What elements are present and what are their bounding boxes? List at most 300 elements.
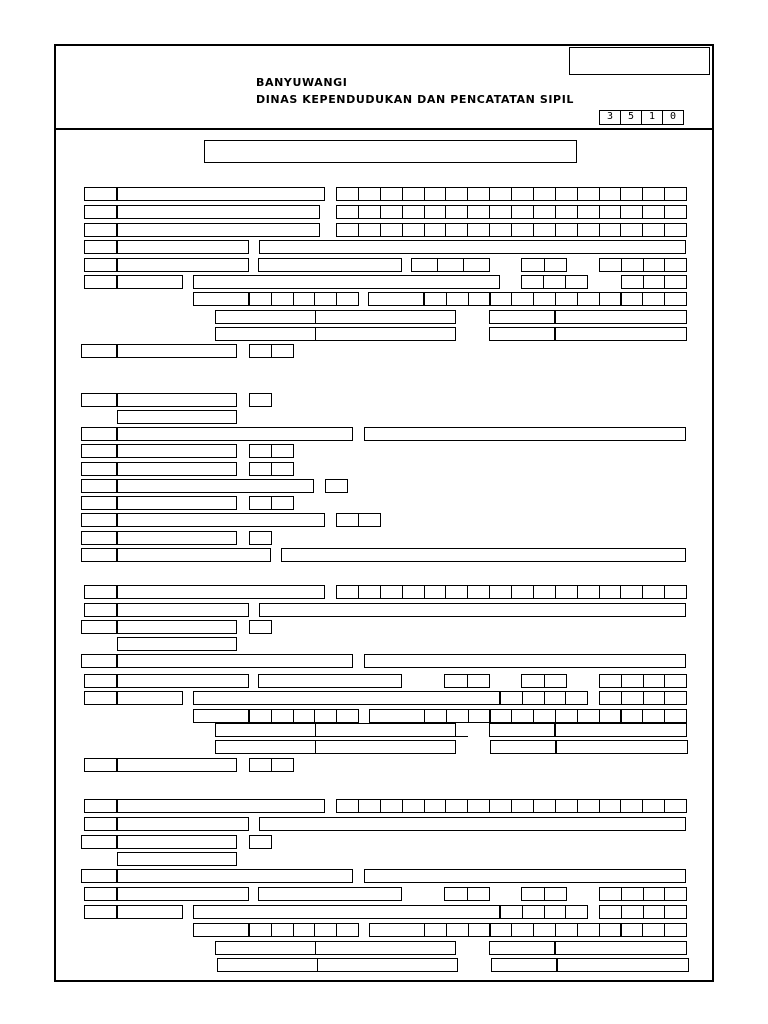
form-field[interactable]: [117, 258, 249, 272]
postal-cell[interactable]: [664, 258, 687, 272]
phone-cell[interactable]: [490, 923, 513, 937]
form-field[interactable]: [117, 240, 249, 254]
kk-number-cell[interactable]: [642, 187, 665, 201]
kk-number-cell[interactable]: [664, 187, 687, 201]
code-cell[interactable]: [271, 462, 294, 476]
form-field[interactable]: [369, 923, 425, 937]
code-cell[interactable]: [643, 275, 666, 289]
phone-cell[interactable]: [424, 923, 447, 937]
id-number-cell[interactable]: [620, 223, 643, 237]
field-label-box[interactable]: [81, 462, 117, 476]
id-number-cell[interactable]: [642, 799, 665, 813]
form-field[interactable]: [315, 310, 456, 324]
code-cell[interactable]: [522, 691, 545, 705]
form-field[interactable]: [117, 427, 353, 441]
code-cell[interactable]: [643, 691, 666, 705]
form-field[interactable]: [193, 292, 249, 306]
field-label-box[interactable]: [81, 444, 117, 458]
phone-cell[interactable]: [642, 709, 665, 723]
id-number-cell[interactable]: [511, 205, 534, 219]
id-number-cell[interactable]: [533, 585, 556, 599]
phone-cell[interactable]: [468, 292, 491, 306]
id-number-cell[interactable]: [358, 223, 381, 237]
code-cell[interactable]: [249, 835, 272, 849]
id-number-cell[interactable]: [577, 799, 600, 813]
field-label-box[interactable]: [84, 603, 117, 617]
form-field[interactable]: [193, 905, 500, 919]
id-number-cell[interactable]: [467, 799, 490, 813]
form-field[interactable]: [215, 740, 316, 754]
phone-cell[interactable]: [533, 923, 556, 937]
field-label-box[interactable]: [81, 620, 117, 634]
kk-number-cell[interactable]: [445, 187, 468, 201]
id-number-cell[interactable]: [336, 205, 359, 219]
id-number-cell[interactable]: [445, 205, 468, 219]
id-number-cell[interactable]: [467, 205, 490, 219]
postal-cell[interactable]: [621, 258, 644, 272]
form-number-box[interactable]: [569, 47, 710, 75]
phone-cell[interactable]: [621, 923, 644, 937]
code-cell[interactable]: [664, 905, 687, 919]
form-field[interactable]: [117, 603, 249, 617]
id-number-cell[interactable]: [533, 223, 556, 237]
code-cell[interactable]: [599, 691, 622, 705]
form-field[interactable]: [117, 275, 183, 289]
id-number-cell[interactable]: [642, 223, 665, 237]
phone-cell[interactable]: [424, 709, 447, 723]
phone-cell[interactable]: [599, 923, 622, 937]
form-field[interactable]: [117, 852, 237, 866]
id-number-cell[interactable]: [445, 223, 468, 237]
code-cell[interactable]: [336, 923, 359, 937]
phone-cell[interactable]: [642, 923, 665, 937]
code-cell[interactable]: [336, 513, 359, 527]
id-number-cell[interactable]: [489, 799, 512, 813]
rt-cell[interactable]: [437, 258, 464, 272]
code-cell[interactable]: [249, 758, 272, 772]
form-field[interactable]: [557, 958, 689, 972]
code-cell[interactable]: [467, 887, 491, 901]
code-cell[interactable]: [544, 691, 567, 705]
field-label-box[interactable]: [81, 513, 117, 527]
phone-cell[interactable]: [599, 709, 622, 723]
form-field[interactable]: [317, 958, 458, 972]
code-cell[interactable]: [543, 275, 566, 289]
rw-cell[interactable]: [521, 258, 545, 272]
code-cell[interactable]: [599, 674, 622, 688]
form-field[interactable]: [117, 496, 237, 510]
id-number-cell[interactable]: [555, 585, 578, 599]
form-field[interactable]: [556, 740, 688, 754]
id-number-cell[interactable]: [336, 585, 359, 599]
phone-cell[interactable]: [664, 709, 687, 723]
code-cell[interactable]: [664, 275, 687, 289]
id-number-cell[interactable]: [402, 223, 425, 237]
code-cell[interactable]: [444, 887, 468, 901]
field-label-box[interactable]: [84, 258, 117, 272]
form-field[interactable]: [258, 887, 402, 901]
phone-cell[interactable]: [555, 709, 578, 723]
code-cell[interactable]: [249, 462, 272, 476]
code-cell[interactable]: [325, 479, 348, 493]
code-cell[interactable]: [249, 531, 272, 545]
id-number-cell[interactable]: [445, 799, 468, 813]
code-cell[interactable]: [565, 905, 588, 919]
id-number-cell[interactable]: [511, 223, 534, 237]
kk-number-cell[interactable]: [402, 187, 425, 201]
id-number-cell[interactable]: [664, 205, 687, 219]
kk-number-cell[interactable]: [336, 187, 359, 201]
phone-cell[interactable]: [577, 292, 600, 306]
code-cell[interactable]: [358, 513, 381, 527]
form-field[interactable]: [364, 869, 686, 883]
form-field[interactable]: [215, 310, 316, 324]
field-label-box[interactable]: [81, 548, 117, 562]
code-cell[interactable]: [336, 292, 359, 306]
code-cell[interactable]: [271, 923, 294, 937]
code-cell[interactable]: [599, 887, 622, 901]
code-cell[interactable]: [271, 709, 294, 723]
form-field[interactable]: [364, 427, 686, 441]
phone-cell[interactable]: [446, 709, 469, 723]
code-cell[interactable]: [521, 887, 545, 901]
id-number-cell[interactable]: [489, 585, 512, 599]
field-label-box[interactable]: [84, 205, 117, 219]
id-number-cell[interactable]: [599, 205, 622, 219]
kk-number-cell[interactable]: [489, 187, 512, 201]
form-field[interactable]: [491, 958, 557, 972]
id-number-cell[interactable]: [424, 205, 447, 219]
form-field[interactable]: [259, 603, 686, 617]
code-cell[interactable]: [664, 887, 687, 901]
kk-number-cell[interactable]: [599, 187, 622, 201]
form-field[interactable]: [193, 709, 249, 723]
code-cell[interactable]: [444, 674, 468, 688]
rw-cell[interactable]: [544, 258, 568, 272]
id-number-cell[interactable]: [402, 205, 425, 219]
id-number-cell[interactable]: [599, 799, 622, 813]
code-cell[interactable]: [621, 275, 644, 289]
kk-number-cell[interactable]: [533, 187, 556, 201]
phone-cell[interactable]: [424, 292, 447, 306]
id-number-cell[interactable]: [533, 799, 556, 813]
form-field[interactable]: [117, 835, 237, 849]
form-field[interactable]: [490, 740, 556, 754]
code-cell[interactable]: [249, 344, 272, 358]
form-field[interactable]: [258, 674, 402, 688]
phone-cell[interactable]: [555, 292, 578, 306]
form-title-box[interactable]: [204, 140, 577, 163]
code-cell[interactable]: [249, 923, 272, 937]
postal-cell[interactable]: [599, 258, 622, 272]
kk-number-cell[interactable]: [555, 187, 578, 201]
form-field[interactable]: [368, 292, 424, 306]
form-field[interactable]: [117, 620, 237, 634]
rt-cell[interactable]: [411, 258, 438, 272]
id-number-cell[interactable]: [620, 205, 643, 219]
id-number-cell[interactable]: [664, 223, 687, 237]
code-cell[interactable]: [293, 923, 316, 937]
id-number-cell[interactable]: [511, 585, 534, 599]
code-cell[interactable]: [500, 691, 523, 705]
phone-cell[interactable]: [621, 292, 644, 306]
form-field[interactable]: [117, 462, 237, 476]
phone-cell[interactable]: [490, 709, 513, 723]
form-field[interactable]: [117, 887, 249, 901]
rt-cell[interactable]: [463, 258, 490, 272]
code-cell[interactable]: [521, 275, 544, 289]
code-cell[interactable]: [521, 674, 545, 688]
code-cell[interactable]: [314, 923, 337, 937]
code-cell[interactable]: [565, 275, 588, 289]
code-cell[interactable]: [621, 691, 644, 705]
id-number-cell[interactable]: [642, 585, 665, 599]
field-label-box[interactable]: [84, 275, 117, 289]
code-cell[interactable]: [544, 905, 567, 919]
code-cell[interactable]: [271, 496, 294, 510]
field-label-box[interactable]: [81, 427, 117, 441]
kk-number-cell[interactable]: [577, 187, 600, 201]
phone-cell[interactable]: [446, 292, 469, 306]
form-field[interactable]: [315, 327, 456, 341]
code-cell[interactable]: [249, 620, 272, 634]
code-cell[interactable]: [271, 344, 294, 358]
form-field[interactable]: [117, 187, 325, 201]
id-number-cell[interactable]: [642, 205, 665, 219]
id-number-cell[interactable]: [358, 205, 381, 219]
field-label-box[interactable]: [81, 496, 117, 510]
id-number-cell[interactable]: [555, 205, 578, 219]
phone-cell[interactable]: [446, 923, 469, 937]
id-number-cell[interactable]: [599, 223, 622, 237]
field-label-box[interactable]: [84, 240, 117, 254]
phone-cell[interactable]: [511, 923, 534, 937]
phone-cell[interactable]: [533, 709, 556, 723]
form-field[interactable]: [117, 905, 183, 919]
kk-number-cell[interactable]: [380, 187, 403, 201]
form-field[interactable]: [315, 740, 456, 754]
phone-cell[interactable]: [577, 923, 600, 937]
postal-cell[interactable]: [643, 258, 666, 272]
field-label-box[interactable]: [84, 887, 117, 901]
id-number-cell[interactable]: [380, 223, 403, 237]
form-field[interactable]: [489, 327, 555, 341]
id-number-cell[interactable]: [555, 799, 578, 813]
form-field[interactable]: [117, 585, 325, 599]
form-field[interactable]: [117, 393, 237, 407]
id-number-cell[interactable]: [620, 585, 643, 599]
id-number-cell[interactable]: [402, 799, 425, 813]
code-cell[interactable]: [249, 444, 272, 458]
field-label-box[interactable]: [84, 585, 117, 599]
kk-number-cell[interactable]: [358, 187, 381, 201]
phone-cell[interactable]: [468, 709, 491, 723]
code-cell[interactable]: [544, 674, 568, 688]
address-field[interactable]: [259, 240, 686, 254]
phone-cell[interactable]: [577, 709, 600, 723]
code-cell[interactable]: [249, 292, 272, 306]
form-field[interactable]: [281, 548, 686, 562]
phone-cell[interactable]: [642, 292, 665, 306]
code-cell[interactable]: [565, 691, 588, 705]
code-cell[interactable]: [293, 292, 316, 306]
id-number-cell[interactable]: [489, 223, 512, 237]
form-field[interactable]: [117, 691, 183, 705]
code-cell[interactable]: [293, 709, 316, 723]
form-field[interactable]: [117, 479, 314, 493]
form-field[interactable]: [364, 654, 686, 668]
id-number-cell[interactable]: [336, 223, 359, 237]
form-field[interactable]: [258, 258, 402, 272]
code-cell[interactable]: [643, 905, 666, 919]
form-field[interactable]: [117, 758, 237, 772]
form-field[interactable]: [117, 223, 320, 237]
kk-number-cell[interactable]: [511, 187, 534, 201]
phone-cell[interactable]: [664, 923, 687, 937]
form-field[interactable]: [117, 817, 249, 831]
id-number-cell[interactable]: [380, 799, 403, 813]
id-number-cell[interactable]: [358, 585, 381, 599]
form-field[interactable]: [193, 275, 500, 289]
id-number-cell[interactable]: [467, 585, 490, 599]
form-field[interactable]: [117, 410, 237, 424]
id-number-cell[interactable]: [467, 223, 490, 237]
field-label-box[interactable]: [84, 905, 117, 919]
code-cell[interactable]: [500, 905, 523, 919]
field-label-box[interactable]: [84, 674, 117, 688]
id-number-cell[interactable]: [358, 799, 381, 813]
id-number-cell[interactable]: [511, 799, 534, 813]
field-label-box[interactable]: [84, 799, 117, 813]
form-field[interactable]: [259, 817, 686, 831]
form-field[interactable]: [215, 723, 316, 737]
form-field[interactable]: [117, 674, 249, 688]
phone-cell[interactable]: [664, 292, 687, 306]
id-number-cell[interactable]: [577, 205, 600, 219]
field-label-box[interactable]: [81, 835, 117, 849]
code-cell[interactable]: [467, 674, 491, 688]
form-field[interactable]: [489, 941, 555, 955]
id-number-cell[interactable]: [620, 799, 643, 813]
code-cell[interactable]: [522, 905, 545, 919]
code-cell[interactable]: [314, 709, 337, 723]
code-cell[interactable]: [249, 496, 272, 510]
code-cell[interactable]: [621, 905, 644, 919]
id-number-cell[interactable]: [577, 585, 600, 599]
form-field[interactable]: [117, 205, 320, 219]
id-number-cell[interactable]: [445, 585, 468, 599]
id-number-cell[interactable]: [555, 223, 578, 237]
code-cell[interactable]: [621, 887, 644, 901]
field-label-box[interactable]: [81, 393, 117, 407]
id-number-cell[interactable]: [336, 799, 359, 813]
form-field[interactable]: [215, 941, 316, 955]
form-field[interactable]: [555, 310, 687, 324]
id-number-cell[interactable]: [402, 585, 425, 599]
form-field[interactable]: [555, 723, 687, 737]
form-field[interactable]: [117, 444, 237, 458]
field-label-box[interactable]: [81, 344, 117, 358]
code-cell[interactable]: [271, 444, 294, 458]
form-field[interactable]: [315, 723, 456, 737]
code-cell[interactable]: [664, 691, 687, 705]
phone-cell[interactable]: [468, 923, 491, 937]
code-cell[interactable]: [621, 674, 644, 688]
field-label-box[interactable]: [84, 187, 117, 201]
field-label-box[interactable]: [84, 758, 117, 772]
id-number-cell[interactable]: [424, 223, 447, 237]
field-label-box[interactable]: [81, 531, 117, 545]
phone-cell[interactable]: [533, 292, 556, 306]
code-cell[interactable]: [249, 709, 272, 723]
code-cell[interactable]: [336, 709, 359, 723]
id-number-cell[interactable]: [577, 223, 600, 237]
code-cell[interactable]: [664, 674, 687, 688]
field-label-box[interactable]: [81, 654, 117, 668]
form-field[interactable]: [117, 654, 353, 668]
code-cell[interactable]: [599, 905, 622, 919]
id-number-cell[interactable]: [380, 205, 403, 219]
code-cell[interactable]: [643, 674, 666, 688]
form-field[interactable]: [315, 941, 456, 955]
form-field[interactable]: [117, 799, 325, 813]
form-field[interactable]: [117, 637, 237, 651]
phone-cell[interactable]: [555, 923, 578, 937]
code-cell[interactable]: [643, 887, 666, 901]
form-field[interactable]: [117, 548, 271, 562]
code-cell[interactable]: [544, 887, 568, 901]
kk-number-cell[interactable]: [424, 187, 447, 201]
code-cell[interactable]: [271, 758, 294, 772]
code-cell[interactable]: [249, 393, 272, 407]
field-label-box[interactable]: [81, 869, 117, 883]
phone-cell[interactable]: [511, 709, 534, 723]
form-field[interactable]: [489, 723, 555, 737]
form-field[interactable]: [193, 691, 500, 705]
code-cell[interactable]: [314, 292, 337, 306]
form-field[interactable]: [117, 344, 237, 358]
form-field[interactable]: [117, 869, 353, 883]
id-number-cell[interactable]: [533, 205, 556, 219]
id-number-cell[interactable]: [380, 585, 403, 599]
form-field[interactable]: [215, 327, 316, 341]
phone-cell[interactable]: [599, 292, 622, 306]
id-number-cell[interactable]: [424, 799, 447, 813]
form-field[interactable]: [117, 513, 325, 527]
form-field[interactable]: [117, 531, 237, 545]
field-label-box[interactable]: [84, 691, 117, 705]
kk-number-cell[interactable]: [467, 187, 490, 201]
kk-number-cell[interactable]: [620, 187, 643, 201]
id-number-cell[interactable]: [664, 799, 687, 813]
form-field[interactable]: [489, 310, 555, 324]
id-number-cell[interactable]: [664, 585, 687, 599]
phone-cell[interactable]: [511, 292, 534, 306]
id-number-cell[interactable]: [599, 585, 622, 599]
form-field[interactable]: [193, 923, 249, 937]
form-field[interactable]: [555, 327, 687, 341]
form-field[interactable]: [555, 941, 687, 955]
field-label-box[interactable]: [84, 223, 117, 237]
id-number-cell[interactable]: [424, 585, 447, 599]
field-label-box[interactable]: [81, 479, 117, 493]
id-number-cell[interactable]: [489, 205, 512, 219]
phone-cell[interactable]: [621, 709, 644, 723]
form-field[interactable]: [369, 709, 425, 723]
phone-cell[interactable]: [490, 292, 513, 306]
field-label-box[interactable]: [84, 817, 117, 831]
code-cell[interactable]: [271, 292, 294, 306]
